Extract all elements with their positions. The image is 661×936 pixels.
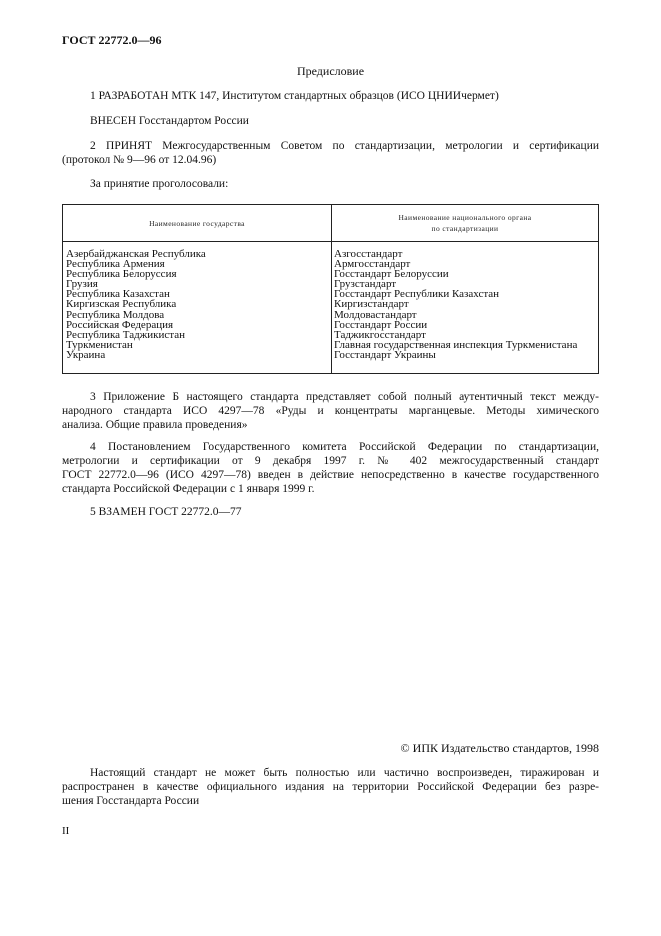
paragraph-line: (протокол № 9—96 от 12.04.96): [62, 154, 217, 166]
table-cell-organ: Молдовастандарт: [334, 308, 417, 321]
table-cell-state: Азербайджанская Республика: [66, 248, 206, 260]
paragraph-line: Настоящий стандарт не может быть полностью или частично воспроизведен, тиражирован и: [90, 767, 599, 779]
paragraph-voted: [62, 177, 599, 191]
table-cell-organ: Госстандарт Украины: [334, 348, 436, 361]
paragraph-line: анализа. Общие правила проведения»: [62, 419, 248, 431]
table-cell-state: Киргизская Республика: [66, 298, 177, 311]
table-cell-state: Российская Федерация: [66, 318, 174, 331]
table-cell-organ: Госстандарт России: [334, 318, 428, 331]
document-code: ГОСТ 22772.0—96: [62, 33, 162, 47]
table-cell-state: Туркменистан: [66, 338, 133, 351]
table-cell-state: Республика Таджикистан: [66, 328, 185, 341]
paragraph-line: 2 ПРИНЯТ Межгосударственным Советом по стандартизации, метрологии и сертификации: [90, 140, 599, 152]
table-header-organ-line1: Наименование национального органа: [398, 213, 532, 222]
table-cell-state: Грузия: [66, 278, 98, 291]
table-cell-state: Республика Армения: [66, 258, 165, 271]
paragraph-line: метрологии и сертификации от 9 декабря 1997 г. № 402 межгосударственный стандарт: [62, 455, 599, 467]
copyright-notice: © ИПК Издательство стандартов, 1998: [400, 741, 599, 755]
paragraph-adopted: [62, 139, 599, 167]
table-header-organ-line2: по стандартизации: [431, 224, 499, 233]
paragraph-replaces: [62, 505, 599, 519]
paragraph-line: 3 Приложение Б настоящего стандарта представляет собой полный аутентичный текст между-: [90, 391, 599, 403]
table-column-organs: [334, 249, 577, 360]
table-cell-organ: Азгосстандарт: [334, 248, 403, 260]
table-cell-state: Республика Казахстан: [66, 288, 170, 301]
page-title: Предисловие: [296, 64, 365, 78]
table-cell-organ: Грузстандарт: [334, 278, 397, 291]
paragraph-line: 5 ВЗАМЕН ГОСТ 22772.0—77: [90, 506, 242, 518]
table-cell-organ: Госстандарт Республики Казахстан: [334, 288, 500, 301]
paragraph-introduced: [62, 114, 599, 128]
paragraph-line: шения Госстандарта России: [62, 795, 200, 807]
table-cell-state: Украина: [66, 348, 106, 361]
page-number: II: [62, 825, 70, 837]
table-header-state: Наименование государства: [149, 219, 245, 228]
table-cell-organ: Главная государственная инспекция Туркменистана: [334, 338, 578, 351]
table-cell-state: Республика Белоруссия: [66, 268, 177, 281]
paragraph-line: ВНЕСЕН Госстандартом России: [90, 115, 249, 127]
table-cell-organ: Армгосстандарт: [334, 258, 411, 271]
voting-table: [62, 204, 599, 374]
table-cell-state: Республика Молдова: [66, 308, 165, 321]
paragraph-line: народного стандарта ИСО 4297—78 «Руды и концентраты марганцевые. Методы химического: [62, 405, 599, 417]
table-cell-organ: Госстандарт Белоруссии: [334, 268, 449, 281]
table-cell-organ: Киргизстандарт: [334, 298, 409, 311]
paragraph-line: 4 Постановлением Государственного комитета Российской Федерации по стандартизации,: [90, 441, 599, 453]
table-header-organ: [331, 212, 599, 234]
paragraph-line: распространен в качестве официального издания на территории Российской Федерации без разре-: [62, 781, 599, 793]
paragraph-annex: [62, 390, 599, 432]
reproduction-notice: [62, 766, 599, 808]
table-cell-organ: Таджикгосстандарт: [334, 328, 426, 341]
table-column-states: [66, 249, 206, 360]
paragraph-line: За принятие проголосовали:: [90, 178, 229, 190]
paragraph-developed: [62, 89, 599, 103]
paragraph-line: стандарта Российской Федерации с 1 января 1999 г.: [62, 483, 315, 495]
paragraph-line: 1 РАЗРАБОТАН МТК 147, Институтом стандартных образцов (ИСО ЦНИИчермет): [90, 90, 499, 102]
paragraph-resolution: [62, 440, 599, 496]
paragraph-line: ГОСТ 22772.0—96 (ИСО 4297—78) введен в действие непосредственно в качестве государственного: [62, 469, 599, 481]
